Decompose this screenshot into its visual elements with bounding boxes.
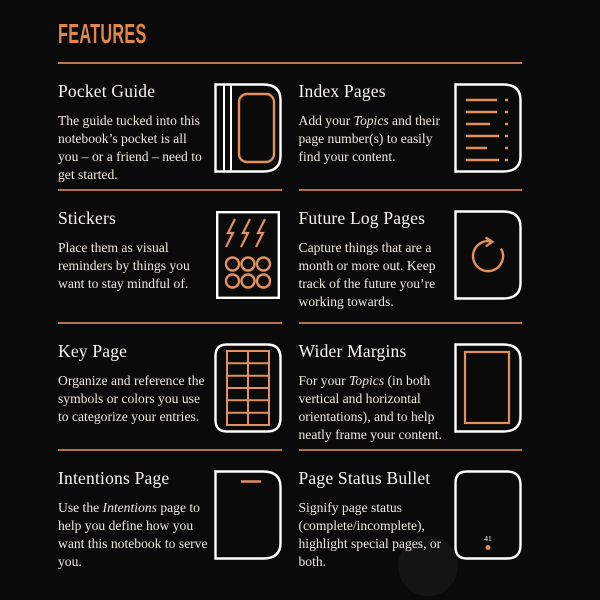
feature-title: Pocket Guide bbox=[58, 81, 156, 101]
future-log-icon bbox=[454, 208, 522, 305]
key-page-icon bbox=[214, 341, 282, 438]
feature-text-block bbox=[299, 468, 455, 571]
feature-text-block bbox=[58, 468, 214, 571]
feature-text-block bbox=[58, 208, 214, 293]
feature-title: Key Page bbox=[58, 341, 128, 361]
feature-future-log bbox=[299, 191, 523, 324]
page-title: FEATURES bbox=[58, 18, 147, 49]
feature-row-3 bbox=[58, 324, 522, 451]
index-pages-icon bbox=[454, 81, 522, 178]
stickers-icon bbox=[214, 208, 282, 305]
feature-text-block bbox=[299, 81, 455, 166]
feature-description: Capture things that are a month or more out. Keep track of the future you’re working towards. bbox=[298, 240, 436, 309]
feature-text-block bbox=[299, 341, 455, 444]
wider-margins-icon bbox=[454, 341, 522, 438]
page-number-label: 41 bbox=[484, 534, 492, 543]
feature-intentions-page bbox=[58, 451, 282, 571]
feature-title: Intentions Page bbox=[58, 468, 170, 488]
feature-text-block bbox=[58, 81, 214, 184]
feature-key-page bbox=[58, 324, 282, 451]
feature-page-status-bullet bbox=[299, 451, 523, 571]
feature-description: For your Topics (in both vertical and horizontal orientations), and to help neatly frame your content. bbox=[298, 373, 442, 442]
feature-description: Add your Topics and their page number(s) to easily find your content. bbox=[298, 113, 440, 164]
feature-text-block bbox=[299, 208, 455, 311]
feature-description: The guide tucked into this notebook’s pocket is all you – or a friend – need to get started. bbox=[58, 113, 202, 182]
feature-wider-margins bbox=[299, 324, 523, 451]
feature-row-1 bbox=[58, 64, 522, 191]
feature-description: Signify page status (complete/incomplete), highlight special pages, or both. bbox=[298, 500, 442, 569]
feature-description: Use the Intentions page to help you define how you want this notebook to serve you. bbox=[58, 500, 208, 569]
feature-description: Place them as visual reminders by things you want to stay mindful of. bbox=[58, 240, 190, 291]
feature-title: Stickers bbox=[58, 208, 116, 228]
feature-text-block bbox=[58, 341, 214, 426]
feature-title: Index Pages bbox=[298, 81, 386, 101]
feature-title: Future Log Pages bbox=[298, 208, 426, 228]
page-status-icon bbox=[454, 468, 522, 565]
feature-index-pages bbox=[299, 64, 523, 191]
feature-title: Page Status Bullet bbox=[298, 468, 431, 488]
feature-title: Wider Margins bbox=[298, 341, 407, 361]
feature-row-4 bbox=[58, 451, 522, 571]
feature-row-2 bbox=[58, 191, 522, 324]
pocket-guide-icon bbox=[214, 81, 282, 178]
feature-pocket-guide bbox=[58, 64, 282, 191]
feature-stickers bbox=[58, 191, 282, 324]
intentions-page-icon bbox=[214, 468, 282, 565]
feature-description: Organize and reference the symbols or colors you use to categorize your entries. bbox=[58, 373, 205, 424]
